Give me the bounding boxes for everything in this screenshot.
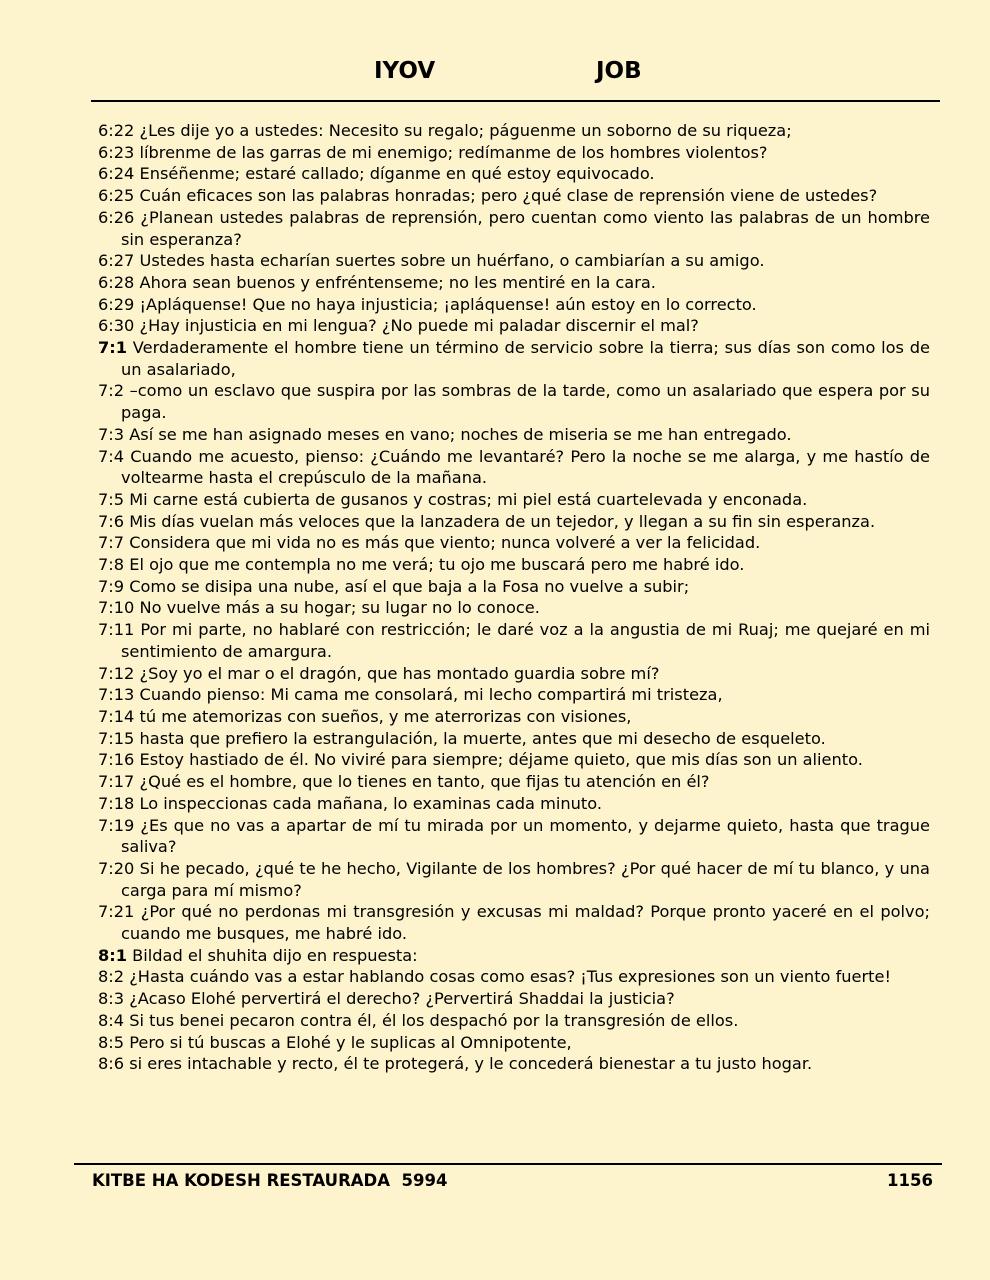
verse-paragraph bbox=[98, 337, 930, 380]
verse-paragraph bbox=[98, 945, 930, 967]
verse-text: Estoy hastiado de él. No viviré para siempre; déjame quieto, que mis días son un aliento. bbox=[139, 750, 863, 770]
verse-paragraph bbox=[98, 597, 930, 619]
verse-paragraph bbox=[98, 1032, 930, 1054]
verse-reference: 6:27 bbox=[98, 251, 135, 271]
verse-text: El ojo que me contempla no me verá; tu ojo me buscará pero me habré ido. bbox=[129, 555, 745, 575]
verse-reference: 7:15 bbox=[98, 728, 135, 748]
verse-text: ¡Apláquense! Que no haya injusticia; ¡apláquense! aún estoy en lo correcto. bbox=[139, 294, 757, 314]
verse-reference: 7:20 bbox=[98, 858, 135, 878]
verse-reference: 7:4 bbox=[98, 446, 125, 466]
footer-book-title: KITBE HA KODESH RESTAURADA 5994 bbox=[92, 1171, 448, 1190]
verse-text: ¿Hay injusticia en mi lengua? ¿No puede mi paladar discernir el mal? bbox=[139, 316, 699, 336]
verse-reference: 7:11 bbox=[98, 620, 135, 640]
verse-text: Bildad el shuhita dijo en respuesta: bbox=[132, 945, 418, 965]
verse-paragraph bbox=[98, 749, 930, 771]
verse-paragraph bbox=[98, 966, 930, 988]
verse-text: ¿Por qué no perdonas mi transgresión y excusas mi maldad? Porque pronto yaceré en el polvo; cuando me busques, me habré ido. bbox=[121, 902, 930, 944]
verse-text: Enséñenme; estaré callado; díganme en qué estoy equivocado. bbox=[139, 164, 655, 184]
verse-paragraph bbox=[98, 207, 930, 250]
verse-paragraph bbox=[98, 272, 930, 294]
verse-text: Pero si tú buscas a Elohé y le suplicas al Omnipotente, bbox=[129, 1032, 572, 1052]
verse-paragraph bbox=[98, 619, 930, 662]
verse-text: ¿Hasta cuándo vas a estar hablando cosas como esas? ¡Tus expresiones son un viento fuerte! bbox=[129, 967, 891, 987]
verse-list bbox=[98, 120, 930, 1075]
page-footer bbox=[0, 1171, 990, 1195]
verse-reference: 7:9 bbox=[98, 576, 125, 596]
verse-reference: 6:26 bbox=[98, 207, 135, 227]
verse-text: Si he pecado, ¿qué te he hecho, Vigilante de los hombres? ¿Por qué hacer de mí tu blanco, y una carga para mí mismo? bbox=[121, 858, 930, 900]
verse-reference: 6:28 bbox=[98, 272, 135, 292]
verse-paragraph bbox=[98, 663, 930, 685]
verse-paragraph bbox=[98, 1053, 930, 1075]
page-header bbox=[0, 58, 990, 92]
header-divider bbox=[91, 100, 940, 102]
verse-text: ¿Qué es el hombre, que lo tienes en tanto, que fijas tu atención en él? bbox=[139, 772, 710, 792]
verse-reference: 7:1 bbox=[98, 338, 127, 358]
verse-reference: 7:2 bbox=[98, 381, 125, 401]
verse-paragraph bbox=[98, 901, 930, 944]
verse-paragraph bbox=[98, 1010, 930, 1032]
verse-paragraph bbox=[98, 489, 930, 511]
verse-reference: 7:14 bbox=[98, 706, 135, 726]
page-number: 1156 bbox=[887, 1171, 933, 1190]
verse-paragraph bbox=[98, 858, 930, 901]
verse-paragraph bbox=[98, 315, 930, 337]
verse-text: No vuelve más a su hogar; su lugar no lo conoce. bbox=[139, 598, 540, 618]
verse-reference: 7:10 bbox=[98, 598, 135, 618]
verse-text: ¿Les dije yo a ustedes: Necesito su regalo; páguenme un soborno de su riqueza; bbox=[139, 121, 792, 140]
verse-reference: 8:4 bbox=[98, 1010, 125, 1030]
verse-text: Así se me han asignado meses en vano; noches de miseria se me han entregado. bbox=[129, 424, 792, 444]
verse-text: líbrenme de las garras de mi enemigo; redímanme de los hombres violentos? bbox=[139, 142, 768, 162]
verse-text: hasta que prefiero la estrangulación, la muerte, antes que mi desecho de esqueleto. bbox=[139, 728, 826, 748]
verse-text: tú me atemorizas con sueños, y me aterrorizas con visiones, bbox=[139, 706, 632, 726]
verse-paragraph bbox=[98, 793, 930, 815]
verse-reference: 7:16 bbox=[98, 750, 135, 770]
verse-reference: 8:2 bbox=[98, 967, 125, 987]
verse-paragraph bbox=[98, 380, 930, 423]
verse-reference: 7:5 bbox=[98, 489, 125, 509]
verse-reference: 7:17 bbox=[98, 772, 135, 792]
verse-text: Mis días vuelan más veloces que la lanzadera de un tejedor, y llegan a su fin sin esperanza. bbox=[129, 511, 876, 531]
verse-paragraph bbox=[98, 684, 930, 706]
verse-reference: 6:24 bbox=[98, 164, 135, 184]
verse-text: Si tus benei pecaron contra él, él los despachó por la transgresión de ellos. bbox=[129, 1010, 739, 1030]
verse-paragraph bbox=[98, 185, 930, 207]
verse-text: ¿Acaso Elohé pervertirá el derecho? ¿Pervertirá Shaddai la justicia? bbox=[129, 989, 675, 1009]
verse-reference: 6:23 bbox=[98, 142, 135, 162]
verse-text: ¿Planean ustedes palabras de reprensión, pero cuentan como viento las palabras de un hombre sin esperanza? bbox=[121, 207, 930, 249]
verse-reference: 8:3 bbox=[98, 989, 125, 1009]
verse-paragraph bbox=[98, 142, 930, 164]
verse-reference: 7:12 bbox=[98, 663, 135, 683]
verse-reference: 7:13 bbox=[98, 685, 135, 705]
header-left-title: IYOV bbox=[374, 58, 436, 84]
verse-reference: 6:25 bbox=[98, 186, 135, 206]
verse-paragraph bbox=[98, 446, 930, 489]
verse-reference: 7:21 bbox=[98, 902, 135, 922]
verse-text: Cuando me acuesto, pienso: ¿Cuándo me levantaré? Pero la noche se me alarga, y me hastío de voltearme hasta el crepúsculo de la mañana. bbox=[121, 446, 930, 488]
verse-paragraph bbox=[98, 250, 930, 272]
verse-text: –como un esclavo que suspira por las sombras de la tarde, como un asalariado que espera por su paga. bbox=[121, 381, 930, 423]
verse-reference: 6:30 bbox=[98, 316, 135, 336]
verse-reference: 8:6 bbox=[98, 1054, 125, 1074]
verse-reference: 7:18 bbox=[98, 793, 135, 813]
verse-reference: 6:29 bbox=[98, 294, 135, 314]
verse-paragraph bbox=[98, 815, 930, 858]
verse-paragraph bbox=[98, 532, 930, 554]
verse-reference: 8:5 bbox=[98, 1032, 125, 1052]
verse-text: Como se disipa una nube, así el que baja a la Fosa no vuelve a subir; bbox=[129, 576, 690, 596]
verse-reference: 7:3 bbox=[98, 424, 125, 444]
verse-text: ¿Soy yo el mar o el dragón, que has montado guardia sobre mí? bbox=[139, 663, 660, 683]
verse-paragraph bbox=[98, 771, 930, 793]
verse-reference: 8:1 bbox=[98, 945, 127, 965]
verse-reference: 7:19 bbox=[98, 815, 135, 835]
verse-reference: 7:7 bbox=[98, 533, 125, 553]
verse-paragraph bbox=[98, 576, 930, 598]
verse-text: Mi carne está cubierta de gusanos y costras; mi piel está cuartelevada y enconada. bbox=[129, 489, 808, 509]
verse-text: Ahora sean buenos y enfréntenseme; no les mentiré en la cara. bbox=[139, 272, 656, 292]
verse-text: si eres intachable y recto, él te protegerá, y le concederá bienestar a tu justo hogar. bbox=[129, 1054, 813, 1074]
verse-paragraph bbox=[98, 728, 930, 750]
header-right-title: JOB bbox=[596, 58, 642, 84]
verse-paragraph bbox=[98, 988, 930, 1010]
verse-reference: 7:6 bbox=[98, 511, 125, 531]
verse-text: Lo inspeccionas cada mañana, lo examinas cada minuto. bbox=[139, 793, 602, 813]
verse-paragraph bbox=[98, 163, 930, 185]
verse-reference: 7:8 bbox=[98, 555, 125, 575]
verse-paragraph bbox=[98, 554, 930, 576]
verse-text: Considera que mi vida no es más que viento; nunca volveré a ver la felicidad. bbox=[129, 533, 761, 553]
verse-text: Cuando pienso: Mi cama me consolará, mi lecho compartirá mi tristeza, bbox=[139, 685, 723, 705]
verse-reference: 6:22 bbox=[98, 121, 135, 140]
verse-paragraph bbox=[98, 120, 930, 142]
verse-text: Cuán eficaces son las palabras honradas; pero ¿qué clase de reprensión viene de ustedes? bbox=[139, 186, 878, 206]
verse-text: Por mi parte, no hablaré con restricción; le daré voz a la angustia de mi Ruaj; me quejaré en mi sentimiento de amargura. bbox=[121, 620, 930, 661]
verse-paragraph bbox=[98, 424, 930, 446]
footer-divider bbox=[74, 1163, 942, 1165]
verse-text: ¿Es que no vas a apartar de mí tu mirada por un momento, y dejarme quieto, hasta que trague saliva? bbox=[121, 815, 930, 857]
verse-text: Ustedes hasta echarían suertes sobre un huérfano, o cambiarían a su amigo. bbox=[139, 251, 765, 271]
verse-paragraph bbox=[98, 511, 930, 533]
verse-text: Verdaderamente el hombre tiene un término de servicio sobre la tierra; sus días son como los de un asalariado, bbox=[121, 338, 930, 379]
verse-paragraph bbox=[98, 706, 930, 728]
verse-paragraph bbox=[98, 294, 930, 316]
